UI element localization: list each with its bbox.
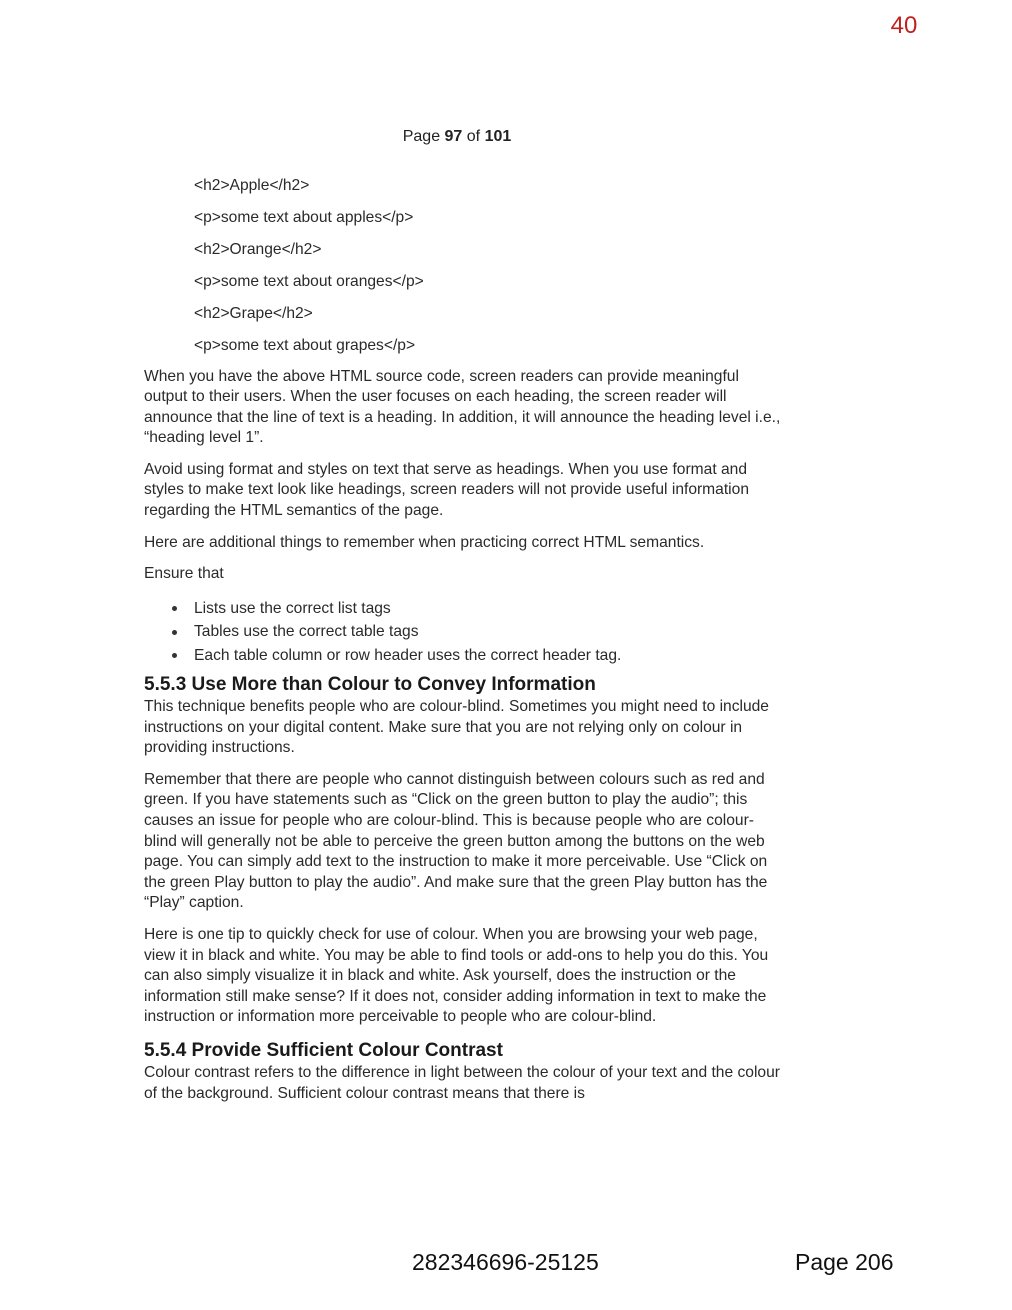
page-header-middle: of xyxy=(462,128,485,145)
list-item: Lists use the correct list tags xyxy=(144,597,784,620)
section-heading-554: 5.5.4 Provide Sufficient Colour Contrast xyxy=(144,1039,503,1061)
paragraph-554-intro: Colour contrast refers to the difference in light between the colour of your text and the colour of the background. Sufficient colour contrast means that there is xyxy=(144,1063,780,1102)
code-line: <h2>Grape</h2> xyxy=(194,304,313,322)
page-header-total: 101 xyxy=(484,128,512,145)
paragraph-553-tip: Here is one tip to quickly check for use of colour. When you are browsing your web page, view it in black and white. You may be able to find tools or add-ons to help you do this. You can also simply visualize it in black and white. Ask yourself, does the instruction or the information still make sense? If it does not, consider adding information in text to make the instruction or information more perceivable to people who are colour-blind. xyxy=(144,926,769,1026)
paragraph-avoid-styles: Avoid using format and styles on text that serve as headings. When you use format and styles to make text look like headings, screen readers will not provide useful information regarding the HTML semantics of the page. xyxy=(144,460,749,520)
section-heading-553: 5.5.3 Use More than Colour to Convey Information xyxy=(144,674,596,696)
code-line: <p>some text about oranges</p> xyxy=(194,272,424,290)
ensure-list xyxy=(144,597,784,667)
footer-page-label: Page 206 xyxy=(795,1249,894,1275)
paragraph-screen-readers: When you have the above HTML source code, screen readers can provide meaningful output to their users. When the user focuses on each heading, the screen reader will announce that the line of text is a heading. In addition, it will announce the heading level i.e., “heading level 1”. xyxy=(144,367,781,447)
page-header xyxy=(0,128,914,146)
paragraph-ensure-that: Ensure that xyxy=(144,565,224,583)
code-line: <h2>Apple</h2> xyxy=(194,177,310,194)
page-header-prefix: Page xyxy=(402,128,445,145)
list-item: Tables use the correct table tags xyxy=(144,620,784,643)
corner-page-number: 40 xyxy=(890,12,918,39)
list-item: Each table column or row header uses the correct header tag. xyxy=(144,644,784,667)
code-line: <p>some text about apples</p> xyxy=(194,208,414,226)
footer-document-id: 282346696-25125 xyxy=(412,1249,599,1275)
paragraph-553-colour-blind: Remember that there are people who cannot distinguish between colours such as red and green. If you have statements such as “Click on the green button to play the audio”; this causes an issue for people who are colour-blind. This is because people who are colour-blind will generally not be able to perceive the green button among the buttons on the web page. You can simply add text to the instruction to make it more perceivable. Use “Click on the green Play button to play the audio”. And make sure that the green Play button has the “Play” caption. xyxy=(144,770,768,912)
paragraph-553-intro: This technique benefits people who are colour-blind. Sometimes you might need to include instructions on your digital content. Make sure that you are not relying only on colour in providing instructions. xyxy=(144,698,769,757)
page-header-current: 97 xyxy=(444,128,463,145)
document-body xyxy=(144,176,784,1115)
code-line: <p>some text about grapes</p> xyxy=(194,336,416,354)
code-line: <h2>Orange</h2> xyxy=(194,240,322,258)
paragraph-additional-things: Here are additional things to remember when practicing correct HTML semantics. xyxy=(144,533,705,551)
